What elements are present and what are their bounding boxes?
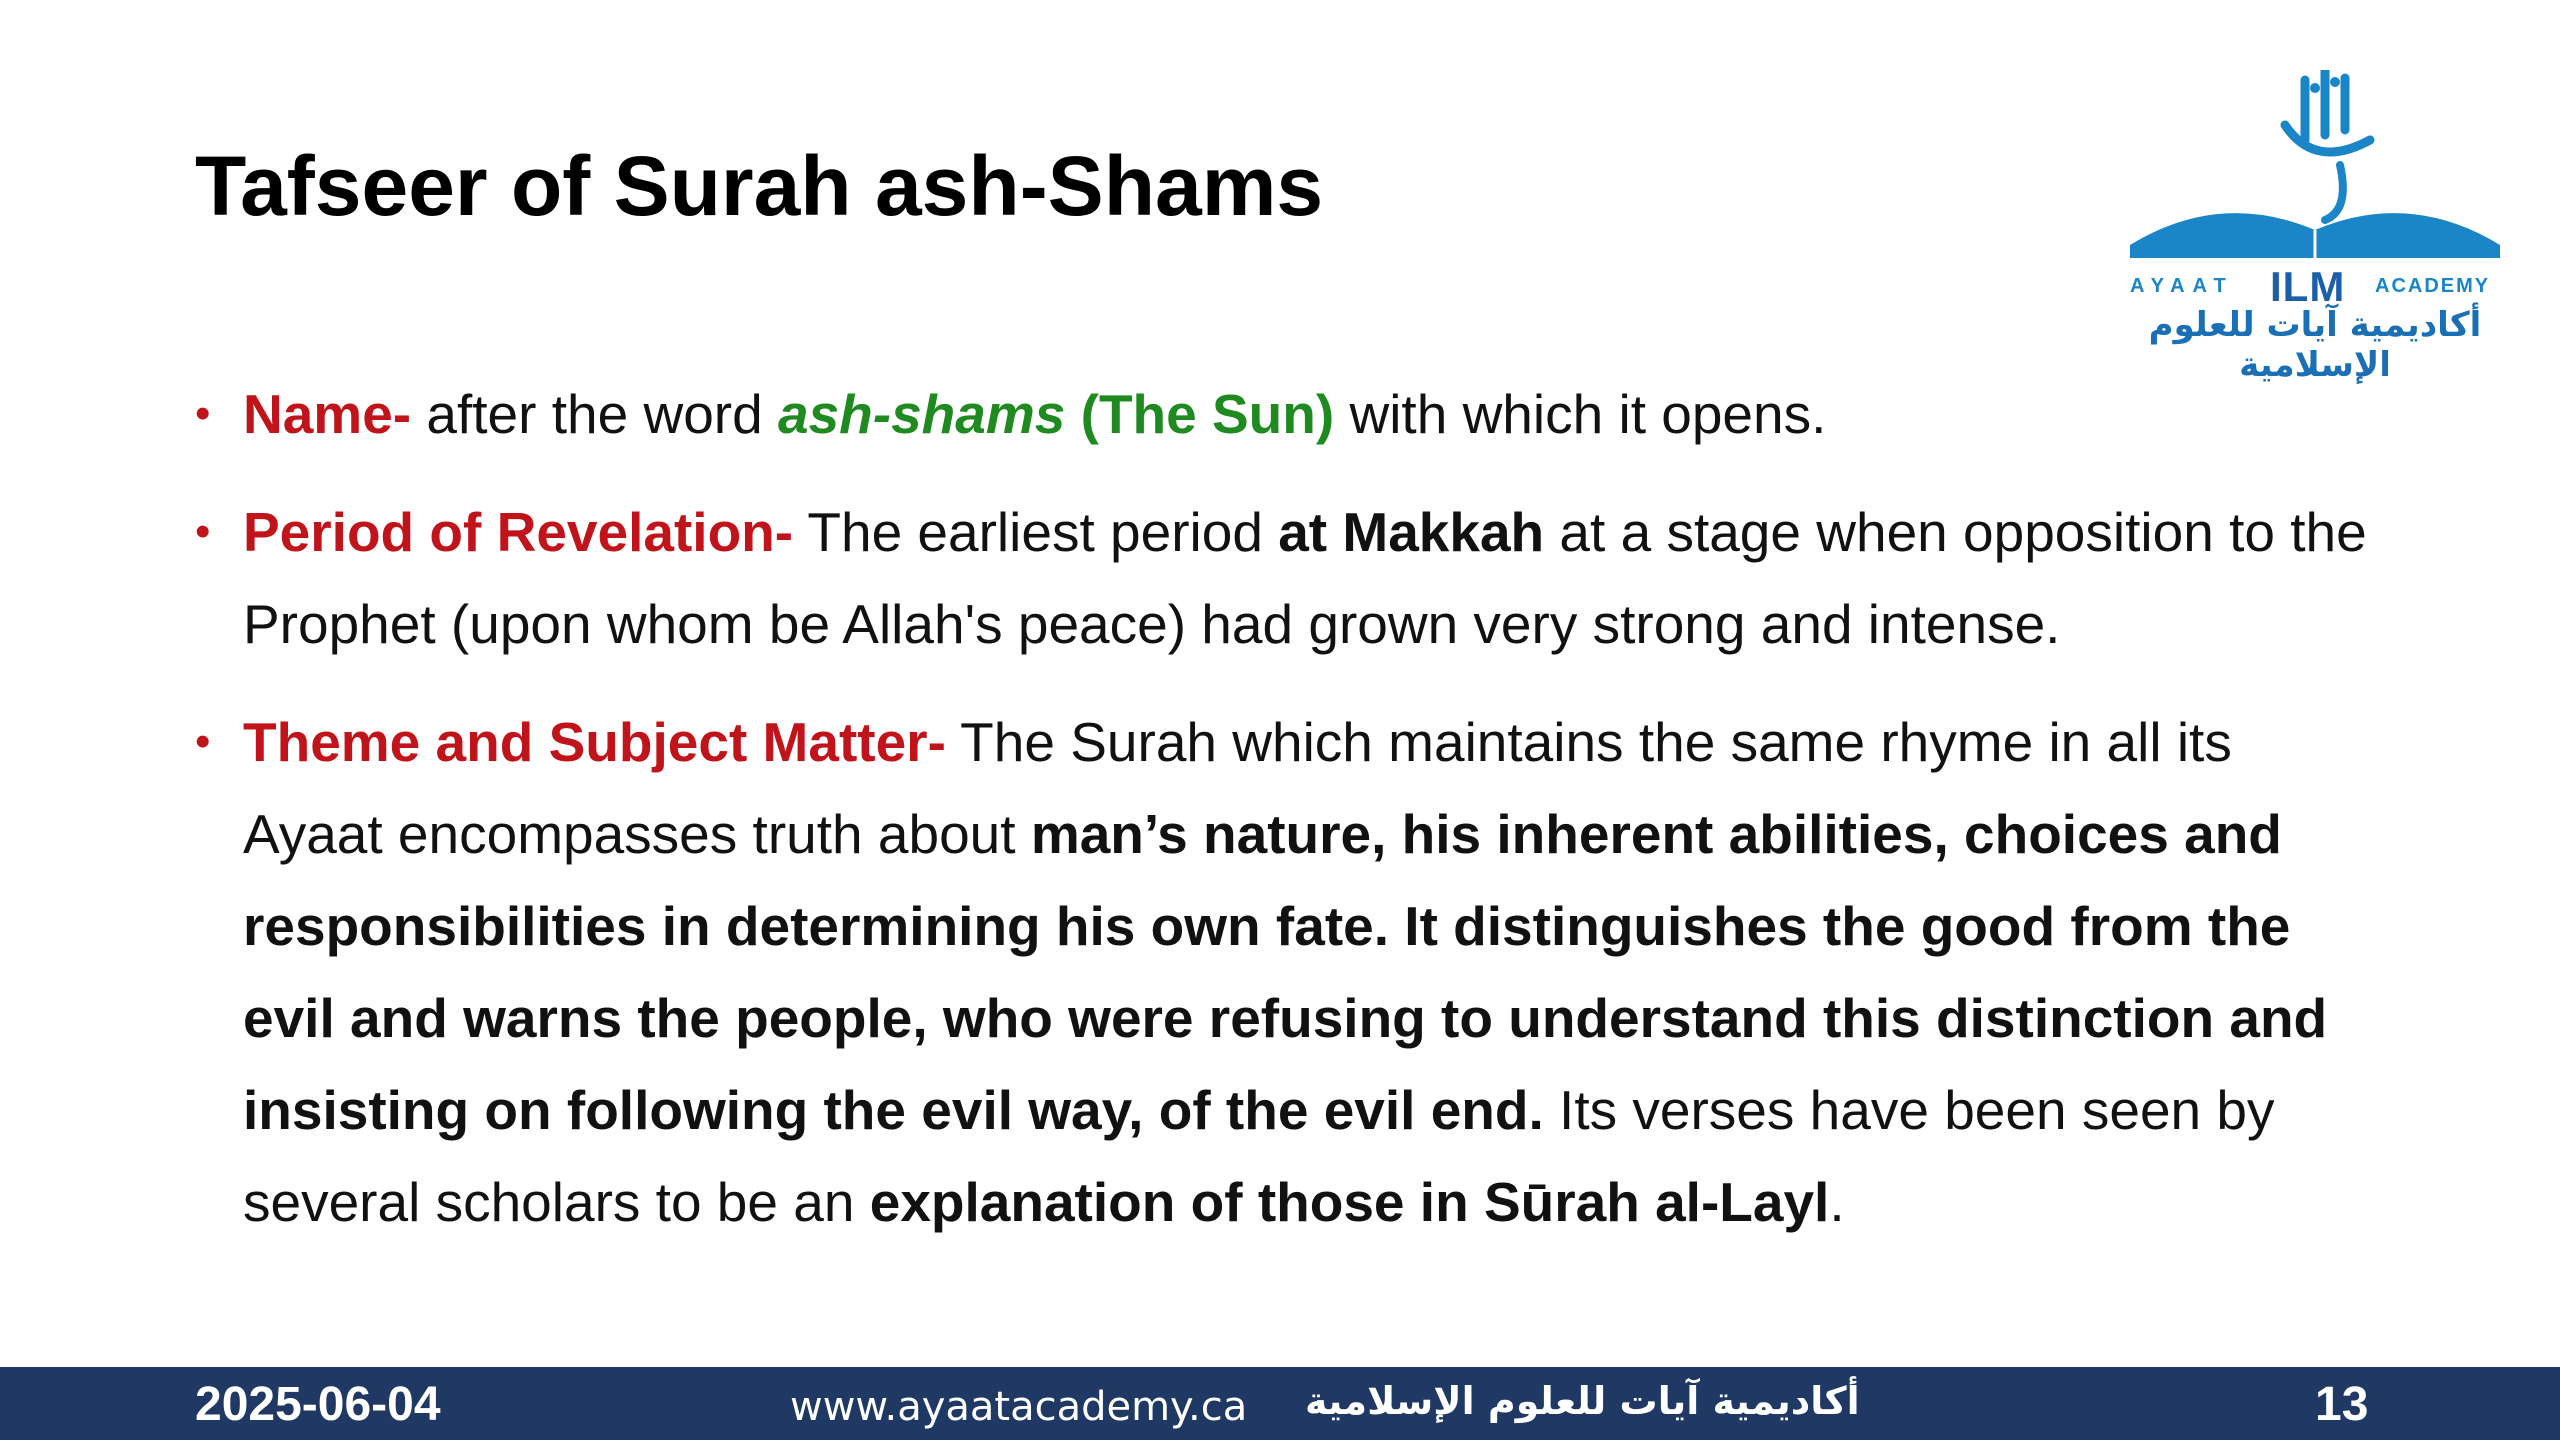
bold-text: explanation of those in Sūrah al-Layl (869, 1171, 1830, 1233)
bullet-text: at a stage when opposition to the Prophet (upon whom be Allah's peace) had grown very strong and intense. (243, 501, 2367, 655)
bullet-label: Name- (243, 383, 412, 445)
page-number: 13 (2315, 1378, 2369, 1431)
slide-title: Tafseer of Surah ash-Shams (195, 139, 1324, 233)
logo-arabic-text: أكاديمية آيات للعلوم الإسلامية (2148, 305, 2482, 385)
logo-wordmark (2130, 263, 2500, 310)
bullet-name (195, 368, 2375, 460)
highlight-green: (The Sun) (1065, 383, 1335, 445)
bold-text: man’s nature, his inherent abilities, choices and responsibilities in determining his own fate. It distinguishes the good from the evil and warns the people, who were refusing to understand this distinction and insisting on following the evil way, of the evil end. (243, 803, 2328, 1141)
bullet-label: Period of Revelation- (243, 501, 794, 563)
footer-url: www.ayaatacademy.ca (790, 1384, 1248, 1430)
bullet-dot-icon: • (195, 717, 211, 766)
bold-text: at Makkah (1278, 501, 1545, 563)
open-book-calligraphy-icon (2100, 70, 2530, 270)
bullet-theme-and-subject-matter (195, 696, 2375, 1248)
bullet-text: after the word (411, 383, 778, 445)
bullet-dot-icon: • (195, 389, 211, 438)
bullet-period-of-revelation (195, 486, 2375, 670)
academy-logo (2100, 70, 2530, 385)
bullet-text: The Surah which maintains the same rhyme in all its Ayaat encompasses truth about (243, 711, 2232, 865)
bullet-text: The earliest period (793, 501, 1279, 563)
footer-date: 2025-06-04 (195, 1378, 441, 1431)
bullet-list (195, 368, 2375, 1274)
footer-bar (0, 1367, 2560, 1440)
highlight-green-italic: ash-shams (777, 383, 1066, 445)
bullet-dot-icon: • (195, 507, 211, 556)
bullet-text: with which it opens. (1334, 383, 1827, 445)
bullet-text: . (1829, 1171, 1845, 1233)
logo-wordmark-right: ACADEMY (2375, 275, 2491, 297)
bullet-text: Its verses have been seen by several scholars to be an (243, 1079, 2275, 1233)
logo-wordmark-left: AYAAT (2130, 275, 2234, 297)
footer-arabic-text: أكاديمية آيات للعلوم الإسلامية (1305, 1379, 1860, 1423)
logo-wordmark-ilm: ILM (2270, 263, 2346, 310)
bullet-label: Theme and Subject Matter- (243, 711, 946, 773)
